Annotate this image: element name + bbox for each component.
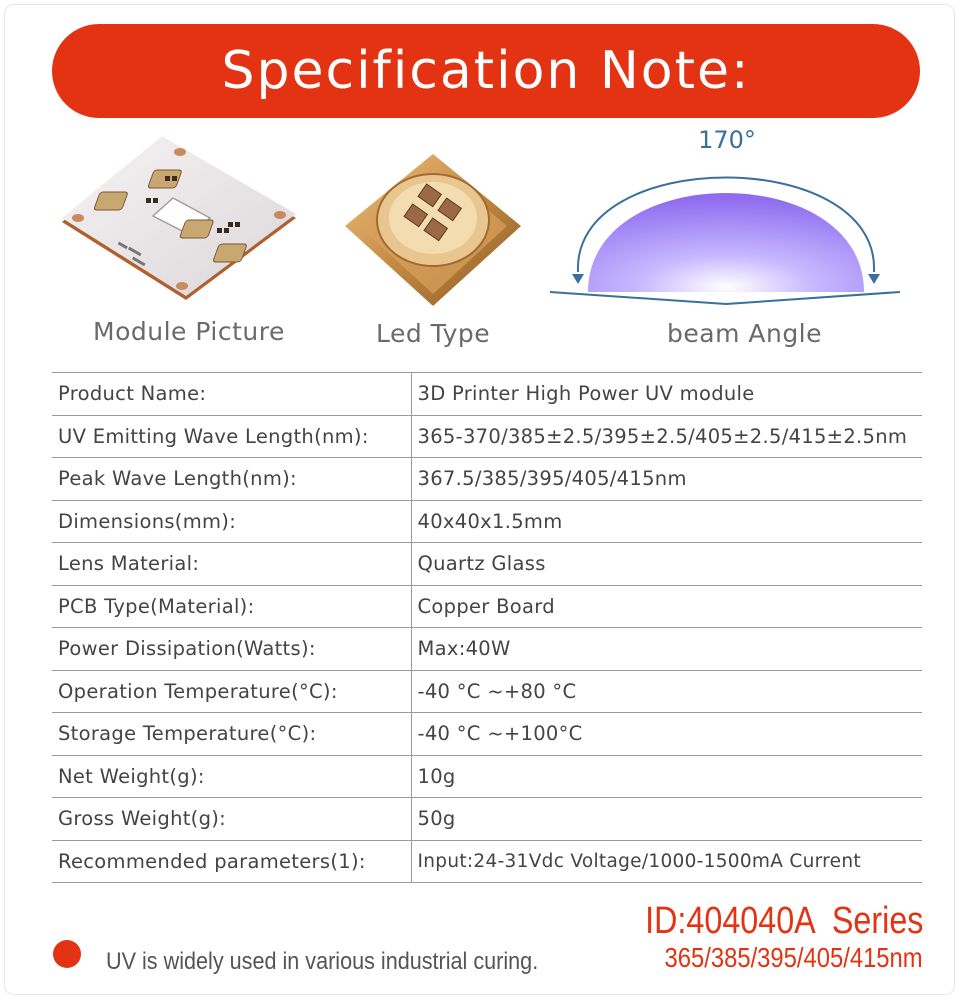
specification-table: [52, 372, 922, 883]
spec-key: Net Weight(g):: [52, 755, 411, 798]
spec-value: 50g: [411, 798, 922, 841]
module-picture: [50, 132, 310, 312]
beam-angle-diagram: [548, 150, 904, 310]
table-row: [52, 500, 922, 543]
table-row: [52, 628, 922, 671]
spec-value: 365-370/385±2.5/395±2.5/405±2.5/415±2.5nm: [411, 415, 922, 458]
spec-key: Dimensions(mm):: [52, 500, 411, 543]
table-row: [52, 543, 922, 586]
spec-key: Recommended parameters(1):: [52, 840, 411, 883]
bullet-dot-icon: [53, 940, 81, 968]
module-picture-caption: Module Picture: [93, 317, 285, 346]
page-title: Specification Note:: [52, 24, 920, 118]
spec-key: Gross Weight(g):: [52, 798, 411, 841]
led-type-picture: [343, 150, 523, 310]
table-row: [52, 458, 922, 501]
table-row: [52, 798, 922, 841]
series-wavelengths: 365/385/395/405/415nm: [664, 942, 923, 973]
spec-key: Storage Temperature(°C):: [52, 713, 411, 756]
table-row: [52, 713, 922, 756]
spec-key: Lens Material:: [52, 543, 411, 586]
spec-value: Quartz Glass: [411, 543, 922, 586]
table-row: [52, 373, 922, 416]
table-row: [52, 585, 922, 628]
table-row: [52, 840, 922, 883]
table-row: [52, 755, 922, 798]
series-id: ID:404040A Series: [644, 900, 923, 942]
spec-value: 10g: [411, 755, 922, 798]
spec-value: 3D Printer High Power UV module: [411, 373, 922, 416]
spec-key: Power Dissipation(Watts):: [52, 628, 411, 671]
spec-value: 40x40x1.5mm: [411, 500, 922, 543]
spec-key: Product Name:: [52, 373, 411, 416]
spec-value: -40 °C ~+100°C: [411, 713, 922, 756]
spec-key: Operation Temperature(°C):: [52, 670, 411, 713]
led-type-caption: Led Type: [376, 319, 491, 348]
spec-value: Copper Board: [411, 585, 922, 628]
table-row: [52, 670, 922, 713]
spec-key: UV Emitting Wave Length(nm):: [52, 415, 411, 458]
spec-value: 367.5/385/395/405/415nm: [411, 458, 922, 501]
spec-value: Max:40W: [411, 628, 922, 671]
spec-value: Input:24-31Vdc Voltage/1000-1500mA Current: [411, 840, 922, 883]
table-row: [52, 415, 922, 458]
beam-angle-caption: beam Angle: [667, 319, 823, 348]
beam-angle-label: 170°: [698, 126, 756, 154]
spec-value: -40 °C ~+80 °C: [411, 670, 922, 713]
footer-note: UV is widely used in various industrial curing.: [106, 948, 539, 975]
spec-key: Peak Wave Length(nm):: [52, 458, 411, 501]
spec-key: PCB Type(Material):: [52, 585, 411, 628]
